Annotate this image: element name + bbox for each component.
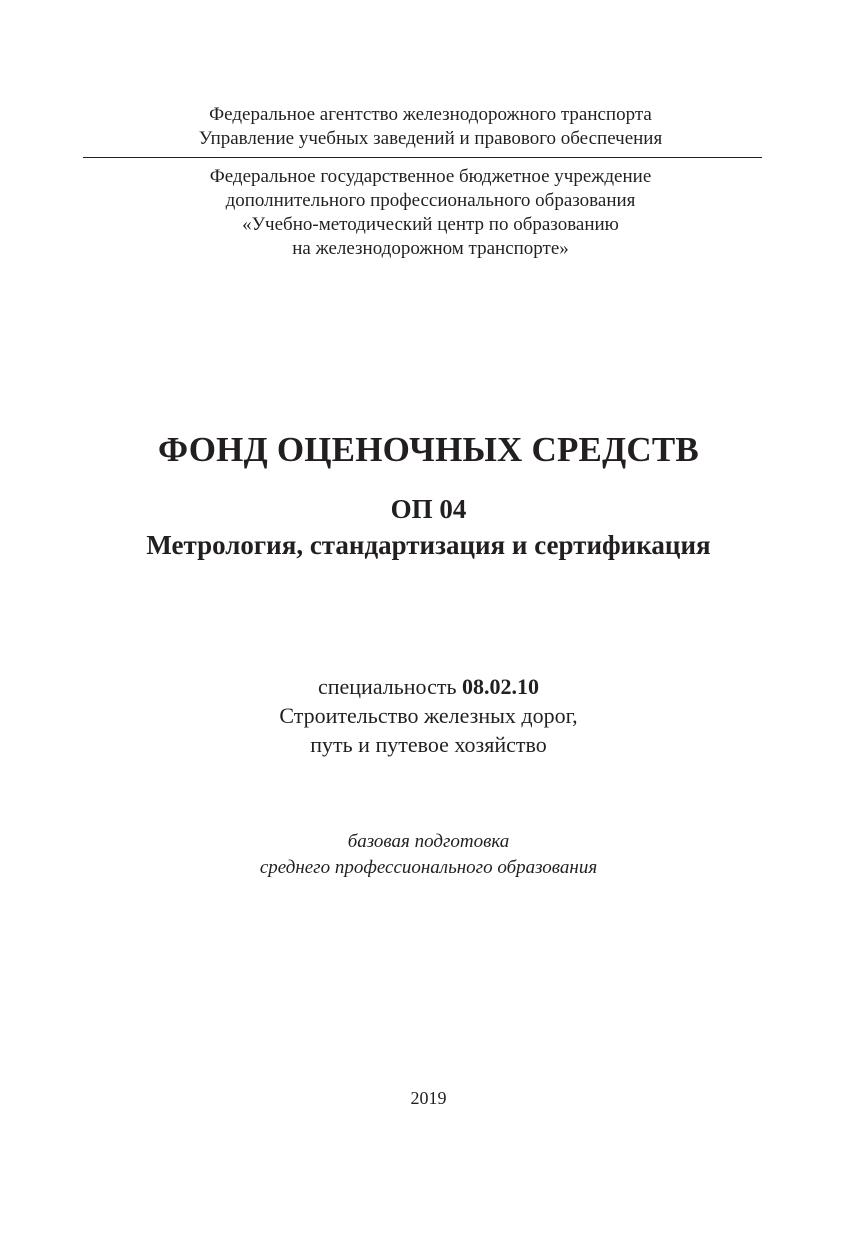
specialty-label: специальность — [317, 674, 463, 699]
institution-line-3: «Учебно-методический центр по образованию — [242, 214, 619, 235]
institution-line-1: Федеральное государственное бюджетное учреждение — [209, 166, 652, 187]
training-line-2: среднего профессионального образования — [259, 857, 598, 878]
document-title: ФОНД ОЦЕНОЧНЫХ СРЕДСТВ — [158, 430, 699, 469]
subject-name: Метрология, стандартизация и сертификация — [146, 530, 711, 560]
training-level — [0, 829, 857, 881]
institution-line-4: на железнодорожном транспорте» — [292, 238, 569, 259]
agency-department: Управление учебных заведений и правового обеспечения — [198, 128, 663, 149]
specialty-name-line-2: путь и путевое хозяйство — [310, 732, 547, 757]
training-line-1: базовая подготовка — [347, 831, 510, 852]
specialty-name-line-1: Строительство железных дорог, — [279, 703, 578, 728]
specialty-line — [0, 672, 857, 701]
publication-year: 2019 — [410, 1088, 447, 1108]
agency-name: Федеральное агентство железнодорожного транспорта — [209, 104, 652, 125]
header-divider — [83, 157, 762, 158]
institution-line-2: дополнительного профессионального образования — [225, 190, 636, 211]
subject-code: ОП 04 — [390, 494, 467, 524]
institution-header — [2, 165, 857, 261]
specialty-code: 08.02.10 — [462, 674, 540, 699]
specialty-block — [0, 672, 857, 759]
agency-header — [2, 103, 857, 151]
